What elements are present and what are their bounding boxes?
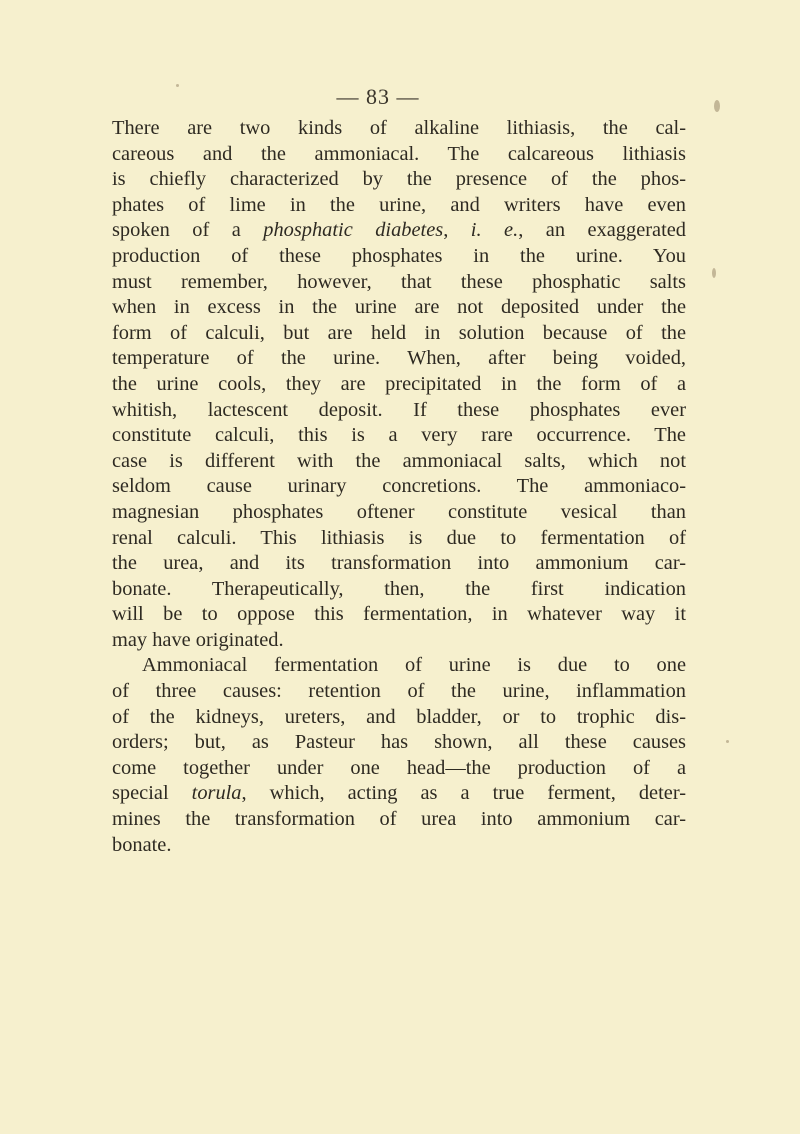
text-segment: is chiefly characterized by the presence of the phos- [112,168,686,191]
margin-speck [714,100,720,112]
text-segment: seldom cause urinary concretions. The ammoniaco- [112,475,686,498]
body-text [112,116,686,858]
text-segment: come together under one head—the production of a [112,756,686,779]
text-line [112,833,686,859]
italic-term: torula [191,782,242,805]
text-segment: orders; but, as Pasteur has shown, all these causes [112,731,686,754]
text-line [112,167,686,193]
text-segment: must remember, however, that these phosphatic salts [112,270,686,293]
text-segment: may have originated. [112,628,284,651]
text-segment: of the kidneys, ureters, and bladder, or to trophic dis- [112,705,686,728]
text-line [112,449,686,475]
text-line [112,244,686,270]
text-line [112,807,686,833]
text-line [112,730,686,756]
text-line [112,679,686,705]
text-segment: phates of lime in the urine, and writers have even [112,193,686,216]
text-line [112,295,686,321]
text-line [112,653,686,679]
text-line [112,474,686,500]
text-line [112,346,686,372]
text-segment: form of calculi, but are held in solution because of the [112,321,686,344]
text-segment: temperature of the urine. When, after being voided, [112,347,686,370]
text-line [112,398,686,424]
page-number: — 83 — [336,84,420,109]
italic-term: phosphatic diabetes [263,219,444,242]
margin-speck [176,84,179,87]
text-line [112,577,686,603]
text-line [112,551,686,577]
text-line [112,142,686,168]
text-line [112,321,686,347]
text-line [112,781,686,807]
text-segment: the urine cools, they are precipitated in the form of a [112,372,686,395]
text-segment: renal calculi. This lithiasis is due to fermentation of [112,526,686,549]
margin-speck [726,740,729,743]
italic-term: i. e. [470,219,519,242]
text-segment: will be to oppose this fermentation, in whatever way it [112,603,686,626]
text-line [112,756,686,782]
text-line [112,705,686,731]
text-segment: when in excess in the urine are not deposited under the [112,296,686,319]
text-line [112,270,686,296]
text-line [112,218,686,244]
text-segment: constitute calculi, this is a very rare occurrence. The [112,424,686,447]
text-segment: bonate. Therapeutically, then, the first indication [112,577,686,600]
margin-speck [712,268,716,278]
text-segment: There are two kinds of alkaline lithiasis, the cal- [112,117,686,139]
text-line [112,602,686,628]
text-line [112,193,686,219]
text-segment: spoken of a [112,219,264,242]
text-segment: , which, acting as a true ferment, deter- [241,782,686,805]
text-line [112,423,686,449]
text-segment: bonate. [112,833,172,856]
text-segment: mines the transformation of urea into ammonium car- [112,808,686,831]
text-segment: , [443,219,471,242]
text-line [112,526,686,552]
text-segment: magnesian phosphates oftener constitute vesical than [112,500,686,523]
text-segment: Ammoniacal fermentation of urine is due to one [142,654,686,677]
text-segment: , an exaggerated [518,219,687,242]
text-line [112,372,686,398]
text-line [112,116,686,142]
text-segment: production of these phosphates in the urine. You [112,244,686,267]
text-segment: special [112,782,192,805]
text-segment: of three causes: retention of the urine, inflammation [112,680,686,703]
text-segment: case is different with the ammoniacal salts, which not [112,449,686,472]
text-segment: the urea, and its transformation into ammonium car- [112,552,686,575]
text-line [112,628,686,654]
text-line [112,500,686,526]
text-segment: whitish, lactescent deposit. If these phosphates ever [112,398,686,421]
text-segment: careous and the ammoniacal. The calcareous lithiasis [112,142,686,165]
